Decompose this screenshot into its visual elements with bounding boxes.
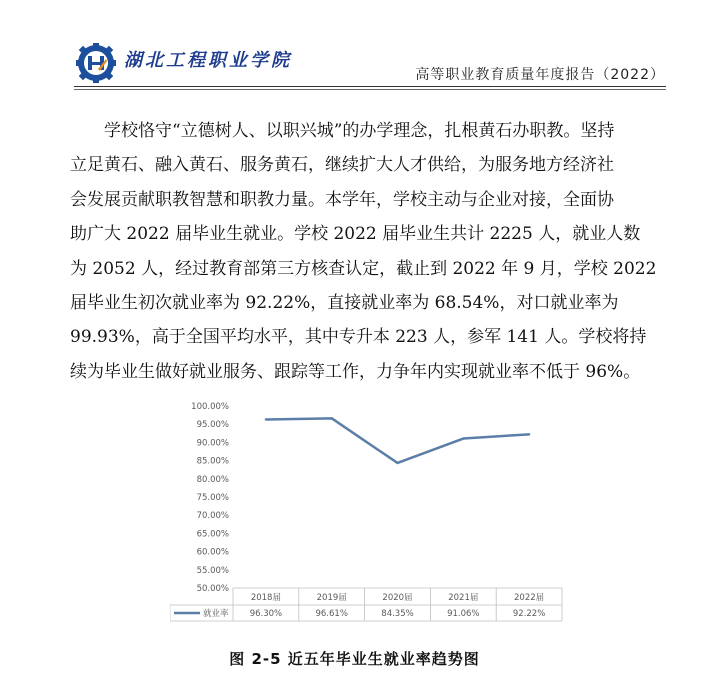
data-point — [265, 418, 267, 420]
data-value-label: 84.35% — [381, 609, 414, 619]
paragraph-line: 会发展贡献职教智慧和职教力量。本学年，学校主动与企业对接，全面协 — [70, 189, 614, 210]
y-tick-label: 95.00% — [196, 420, 229, 431]
data-value-label: 92.22% — [512, 609, 546, 619]
y-tick-label: 100.00% — [191, 402, 229, 412]
y-tick-label: 55.00% — [196, 565, 229, 576]
report-title: 高等职业教育质量年度报告（2022） — [415, 67, 665, 83]
data-point — [528, 433, 530, 435]
page-header — [0, 0, 709, 90]
paragraph-line: 学校恪守“立德树人、以职兴城”的办学理念，扎根黄石办职教。坚持 — [104, 121, 615, 141]
y-tick-label: 85.00% — [196, 456, 229, 467]
y-axis-ticks — [191, 402, 229, 594]
header-divider — [74, 86, 666, 87]
y-tick-label: 80.00% — [196, 474, 229, 485]
paragraph-line: 为 2052 人，经过教育部第三方核查认定，截止到 2022 年 9 月，学校 2022 — [70, 258, 657, 279]
data-point — [331, 417, 333, 419]
x-category-label: 2022届 — [514, 593, 545, 603]
data-point — [462, 437, 464, 439]
paragraph-line: 续为毕业生做好就业服务、跟踪等工作，力争年内实现就业率不低于 96%。 — [70, 361, 641, 382]
legend-series-name: 就业率 — [203, 609, 229, 619]
y-tick-label: 90.00% — [196, 438, 229, 449]
data-point — [396, 462, 398, 464]
x-category-label: 2021届 — [448, 593, 479, 603]
data-value-label: 91.06% — [447, 609, 480, 619]
data-value-label: 96.30% — [249, 609, 283, 619]
header-divider-thin — [74, 89, 666, 90]
x-category-label: 2019届 — [316, 593, 347, 603]
paragraph-line: 届毕业生初次就业率为 92.22%，直接就业率为 68.54%，对口就业率为 — [70, 293, 619, 314]
figure-caption: 图 2-5 近五年毕业生就业率趋势图 — [229, 650, 480, 668]
y-tick-label: 70.00% — [196, 511, 229, 522]
data-value-label: 96.61% — [315, 609, 348, 619]
y-tick-label: 50.00% — [196, 584, 229, 594]
x-category-label: 2018届 — [250, 593, 281, 603]
body-paragraph — [70, 114, 662, 389]
paragraph-line: 立足黄石、融入黄石、服务黄石，继续扩大人才供给，为服务地方经济社 — [70, 155, 614, 176]
paragraph-line: 99.93%，高于全国平均水平，其中专升本 223 人，参军 141 人。学校将持 — [70, 327, 647, 348]
x-category-label: 2020届 — [382, 593, 413, 603]
y-tick-label: 75.00% — [196, 493, 229, 503]
school-logo-icon — [76, 43, 116, 83]
series-line-就业率 — [266, 418, 529, 463]
employment-rate-line-chart — [170, 394, 570, 628]
paragraph-line: 助广大 2022 届毕业生就业。学校 2022 届毕业生共计 2225 人，就业人数 — [70, 224, 641, 245]
series-line-layer — [265, 417, 531, 464]
school-name: 湖北工程职业学院 — [124, 50, 292, 71]
y-tick-label: 65.00% — [196, 529, 229, 540]
y-tick-label: 60.00% — [196, 547, 229, 558]
